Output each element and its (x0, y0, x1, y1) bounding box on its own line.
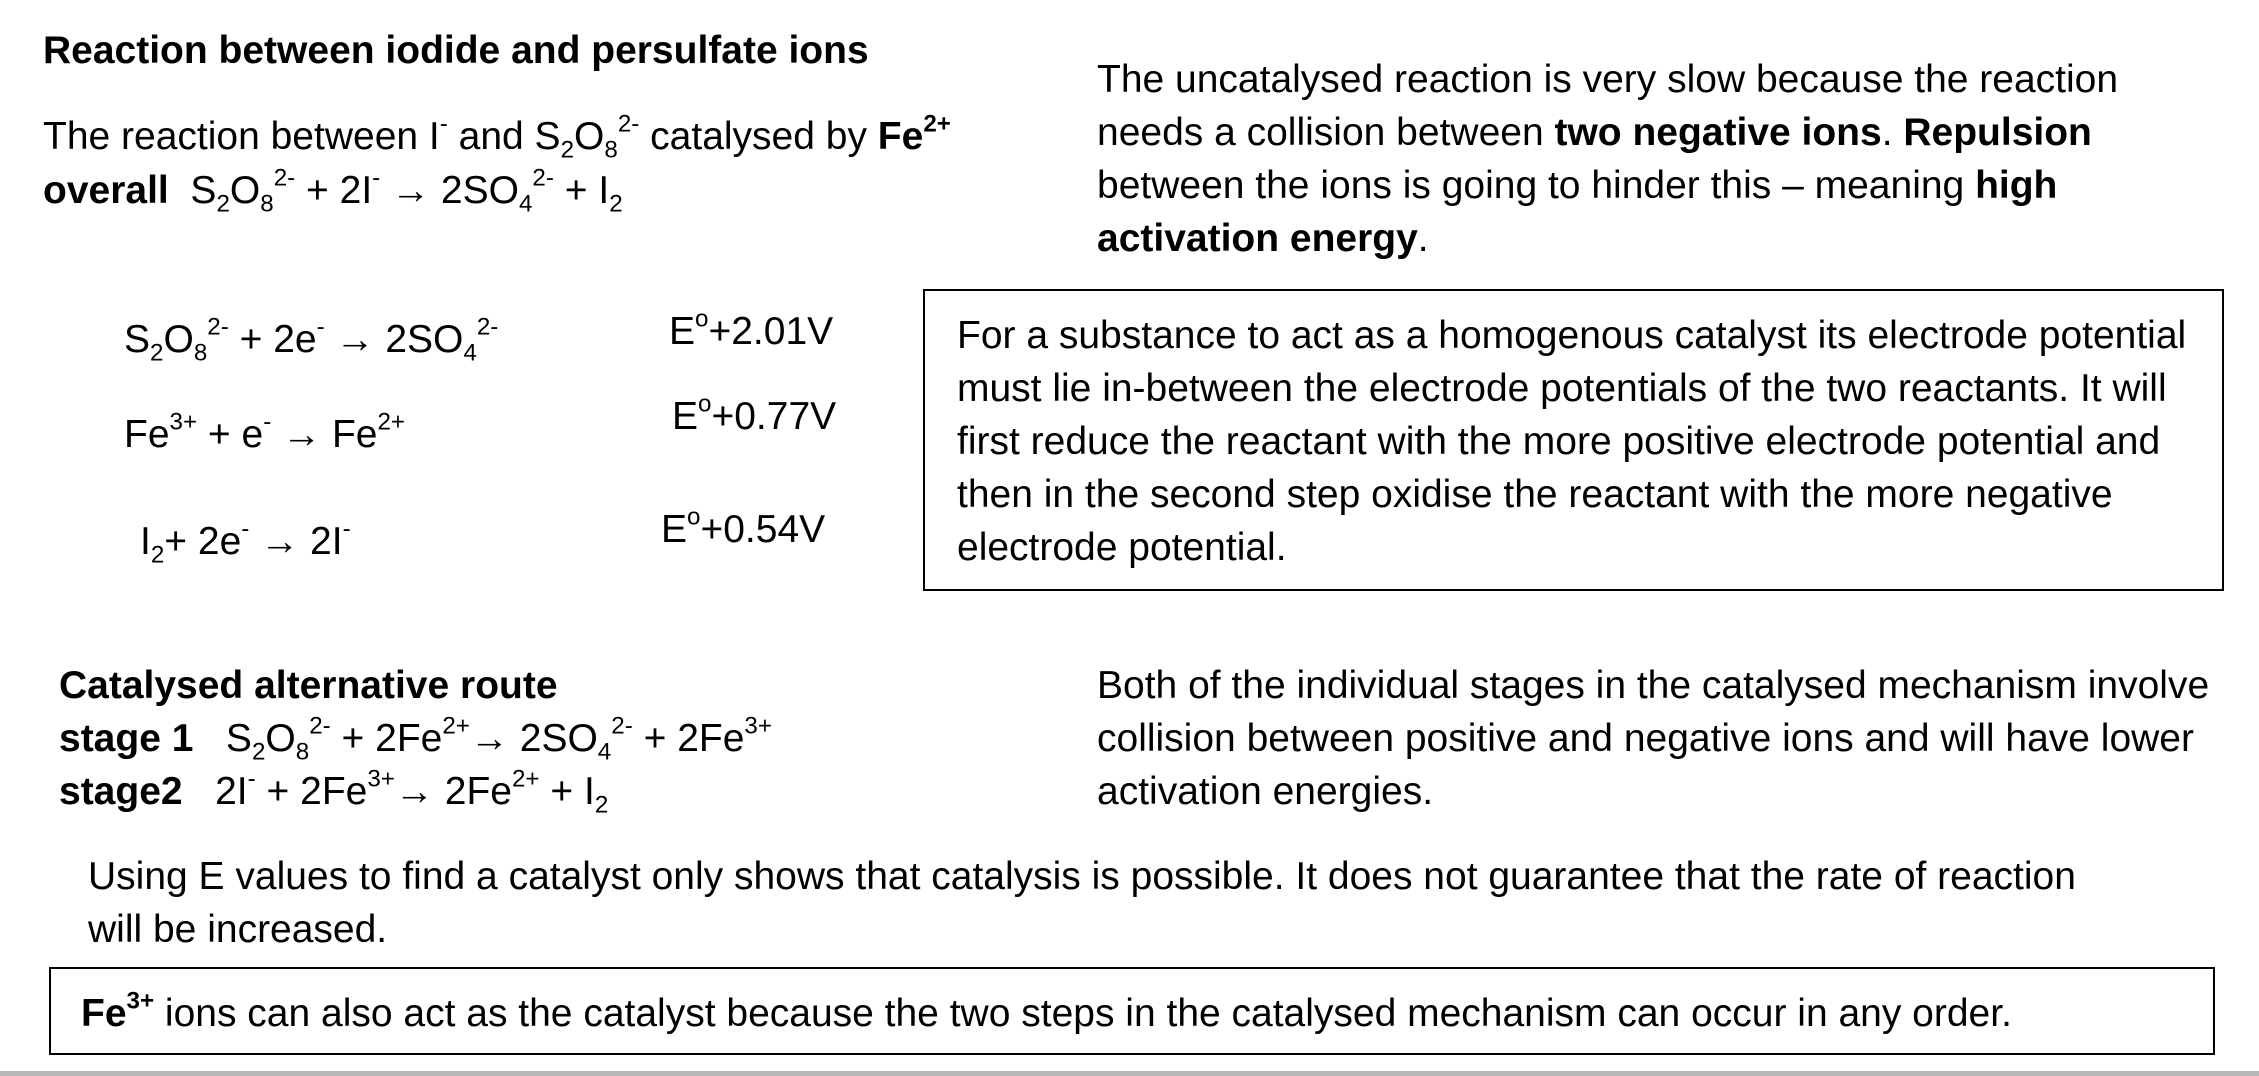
h3-a: I (140, 520, 151, 563)
overall-p4: 2SO (440, 169, 519, 212)
h2-a: Fe (124, 413, 170, 456)
h1-c: + 2e (228, 318, 317, 361)
h3-s2: 2 (150, 541, 165, 569)
s2-charge-b: 3+ (367, 765, 395, 793)
e2-value: +0.77V (711, 395, 837, 438)
h1-s8: 8 (193, 339, 208, 367)
overall-charge-c: 2- (532, 164, 554, 192)
h2-d: Fe (331, 413, 378, 456)
overall-sub-4: 4 (518, 190, 533, 218)
h1-d: 2SO (385, 318, 464, 361)
s2-charge-c: 2+ (511, 765, 540, 793)
uncatalysed-paragraph (1097, 53, 2202, 265)
uncat-t4: . (1417, 217, 1429, 260)
h1-s4: 4 (463, 339, 477, 367)
intro-iodide-charge: - (439, 110, 448, 138)
h1-arrow-icon: → (324, 318, 386, 361)
h3-b: + 2e (164, 520, 242, 563)
overall-label: overall (43, 169, 169, 212)
h3-d: 2I (310, 520, 343, 563)
e1-value: +2.01V (708, 310, 834, 353)
overall-charge-a: 2- (273, 164, 296, 192)
h2-charge-2: 2+ (377, 408, 406, 436)
h3-arrow-icon: → (249, 520, 311, 563)
alt-route-heading (59, 659, 558, 712)
title-text: Reaction between iodide and persulfate ions (43, 29, 869, 72)
h1-charge-b: 2- (476, 313, 499, 341)
h1-a: S (124, 318, 151, 361)
e1-standard-sign: o (695, 305, 709, 333)
page-title (43, 24, 869, 77)
uncat-t2: . (1881, 111, 1904, 154)
s1-a: S (225, 717, 252, 760)
stage-2-equation (59, 765, 608, 818)
uncat-t3: between the ions is going to hinder this – meaning (1097, 164, 1976, 207)
fe3-charge: 3+ (126, 987, 155, 1015)
s2-s2: 2 (594, 791, 609, 819)
s2-d: 2Fe (444, 770, 512, 813)
s1-s2: 2 (251, 738, 266, 766)
stage-1-equation (59, 712, 772, 765)
h1-electron-charge: - (316, 313, 325, 341)
s1-e: + 2Fe (632, 717, 745, 760)
s2-a: 2I (215, 770, 248, 813)
overall-charge-b: - (372, 164, 381, 192)
overall-p2: O (229, 169, 261, 212)
e1-label: E (669, 310, 696, 353)
intro-catalyst-charge: 2+ (923, 110, 951, 138)
s1-b: O (265, 717, 296, 760)
s1-charge-a: 2- (309, 712, 331, 740)
intro-catalyst-fe: Fe (877, 115, 924, 158)
fe3-catalyst-box (49, 967, 2215, 1055)
s2-e: + I (539, 770, 595, 813)
s2-charge-a: - (247, 765, 256, 793)
h2-arrow-icon: → (271, 413, 332, 456)
h3-electron-charge: - (241, 515, 250, 543)
overall-p3: + 2I (295, 169, 373, 212)
fe3-fe: Fe (81, 992, 127, 1035)
overall-sub-2b: 2 (609, 190, 623, 218)
s1-charge-d: 3+ (744, 712, 772, 740)
overall-p1: S (190, 169, 217, 212)
overall-sub-2: 2 (216, 190, 230, 218)
e-value-1 (669, 305, 833, 358)
intro-sub-2: 2 (560, 136, 575, 164)
half-equation-2 (124, 408, 405, 461)
s1-charge-c: 2- (611, 712, 633, 740)
s1-charge-b: 2+ (442, 712, 470, 740)
uncat-b3: high activation energy (1097, 164, 2058, 260)
both-stages-paragraph: Both of the individual stages in the catalysed mechanism involve collision between positive and negative ions and will have lower activation energies. (1097, 664, 2210, 813)
s1-arrow-icon: → (469, 717, 520, 760)
intro-text-c: catalysed by (639, 115, 878, 158)
alt-route-heading-text: Catalysed alternative route (59, 664, 558, 707)
overall-equation (43, 164, 623, 217)
intro-text-b: and S (447, 115, 561, 158)
intro-persulfate-charge: 2- (617, 110, 640, 138)
h2-b: + e (197, 413, 264, 456)
half-equation-3 (140, 515, 351, 568)
e-value-2 (672, 390, 836, 443)
e3-label: E (661, 508, 688, 551)
catalyst-requirement-text: For a substance to act as a homogenous catalyst its electrode potential must lie in-between the electrode potentials of the two reactants. It will first reduce the reactant with the more positive electrode potential and then in the second step oxidise the reactant with the more negative electrode potential. (957, 314, 2187, 569)
stage2-label: stage2 (59, 770, 183, 813)
overall-sub-8: 8 (260, 190, 274, 218)
e2-label: E (672, 395, 699, 438)
bottom-border (0, 1071, 2259, 1076)
h2-charge-3: 3+ (169, 408, 198, 436)
h1-s2: 2 (150, 339, 164, 367)
intro-text-a: The reaction between I (43, 115, 440, 158)
overall-p5: + I (553, 169, 610, 212)
uncat-t1: The uncatalysed reaction is very slow because the reaction needs a collision between (1097, 58, 2119, 154)
e2-standard-sign: o (698, 390, 712, 418)
h3-iodide-charge: - (342, 515, 351, 543)
intro-text-o: O (574, 115, 605, 158)
s1-d: 2SO (519, 717, 598, 760)
uncat-b1: two negative ions (1554, 111, 1882, 154)
s2-b: + 2Fe (255, 770, 368, 813)
uncat-b2: Repulsion (1903, 111, 2092, 154)
h2-electron-charge: - (263, 408, 272, 436)
e3-value: +0.54V (700, 508, 826, 551)
e3-standard-sign: o (687, 503, 701, 531)
s2-arrow-icon: → (394, 770, 445, 813)
e-value-3 (661, 503, 825, 556)
overall-arrow-icon: → (380, 169, 441, 212)
stage1-label: stage 1 (59, 717, 194, 760)
fe3-catalyst-text (81, 987, 2012, 1040)
intro-line (43, 110, 951, 163)
intro-sub-8: 8 (604, 136, 618, 164)
e-values-note: Using E values to find a catalyst only shows that catalysis is possible. It does not guarantee that the rate of reaction will be increased. (88, 855, 2076, 951)
h1-b: O (163, 318, 194, 361)
fe3-text: ions can also act as the catalyst because the two steps in the catalysed mechanism can occur in any order. (154, 992, 2012, 1035)
half-equation-1 (124, 313, 498, 366)
s1-s4: 4 (597, 738, 612, 766)
h1-charge: 2- (207, 313, 229, 341)
s1-s8: 8 (295, 738, 310, 766)
s1-c: + 2Fe (330, 717, 443, 760)
catalyst-requirement-box (923, 289, 2224, 591)
